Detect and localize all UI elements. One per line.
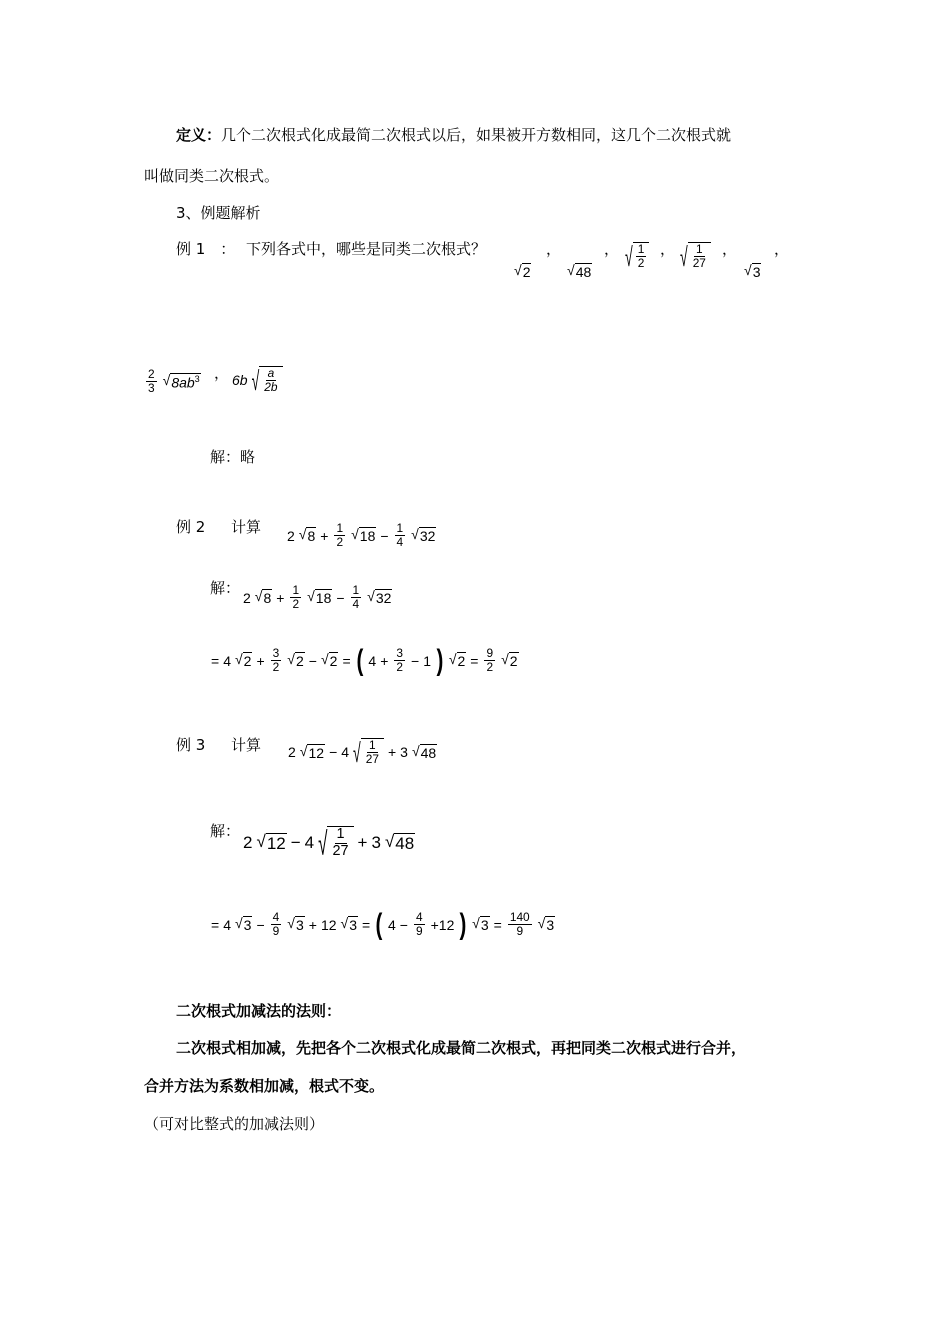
example3-solution-expression: 2 √ 12 − 4 √ $\frac{1}{27}$ + 3 √ 48 [243, 825, 415, 862]
example2-label: 例 2 [176, 518, 206, 536]
separator: ， [604, 240, 620, 258]
radical-2-3-sqrt-8ab3: $\frac{2}{3}$ √ $8ab^3$ [148, 367, 200, 396]
definition-text-line2: 叫做同类二次根式。 [144, 167, 280, 185]
example1-label: 例 1 ： [176, 240, 236, 258]
separator: ， [546, 240, 562, 258]
example2-expression: 2 √ 8 + $\frac{1}{2}$ √ 18 − $\frac{1}{4}$ √ 32 [287, 521, 436, 550]
rule-line1: 二次根式相加减，先把各个二次根式化成最简二次根式，再把同类二次根式进行合并， [176, 1039, 747, 1057]
rule-note: （可对比整式的加减法则） [144, 1115, 325, 1133]
example1-answer: 解：略 [210, 448, 256, 466]
separator: ， [774, 240, 790, 258]
example2-task: 计算 [231, 518, 262, 536]
separator: ， [214, 364, 230, 382]
example3-task: 计算 [231, 736, 262, 754]
rule-line2: 合并方法为系数相加减，根式不变。 [144, 1077, 385, 1095]
example2-solution-expression: 2 √ 8 + $\frac{1}{2}$ √ 18 − $\frac{1}{4}$ √ 32 [243, 583, 392, 612]
example3-expression: 2 √ 12 − 4 √ $\frac{1}{27}$ + 3 √ 48 [288, 737, 437, 769]
section-heading: 3、例题解析 [176, 204, 261, 222]
example2-step: = 4 √ 2 + $\frac{3}{2}$ √ 2 − √ 2 = ( 4 + $\frac{3}{2}$ − 1 ) √ 2 = $\frac{9}{2}$ √ 2 [211, 644, 518, 677]
example3-step: = 4 √ 3 − $\frac{4}{9}$ √ 3 + 12 √ 3 = ( 4 − $\frac{4}{9}$ +12 ) √ 3 = $\frac{140}{9}$ √ 3 [211, 908, 555, 941]
example1-question: 下列各式中，哪些是同类二次根式？ [246, 240, 487, 258]
separator: ， [660, 240, 676, 258]
separator: ， [722, 240, 738, 258]
definition-text-line1: 几个二次根式化成最简二次根式以后，如果被开方数相同，这几个二次根式就 [221, 126, 732, 144]
example3-solution-label: 解： [210, 822, 241, 840]
radical-sqrt48: √ 48 [567, 261, 592, 280]
definition-paragraph [176, 124, 731, 145]
definition-label: 定义： [176, 126, 222, 144]
rule-title: 二次根式加减法的法则： [176, 1002, 342, 1020]
radical-6b-sqrt-a-2b: 6b √ $\frac{a}{2b}$ [232, 366, 283, 394]
example2-solution-label: 解： [210, 579, 241, 597]
radical-sqrt2: √ 2 [514, 261, 531, 280]
radical-sqrt-1-27: √ $\frac{1}{27}$ [680, 242, 711, 270]
radical-sqrt3: √ 3 [744, 261, 761, 280]
example3-label: 例 3 [176, 736, 206, 754]
radical-sqrt-half: √ $\frac{1}{2}$ [625, 242, 649, 270]
